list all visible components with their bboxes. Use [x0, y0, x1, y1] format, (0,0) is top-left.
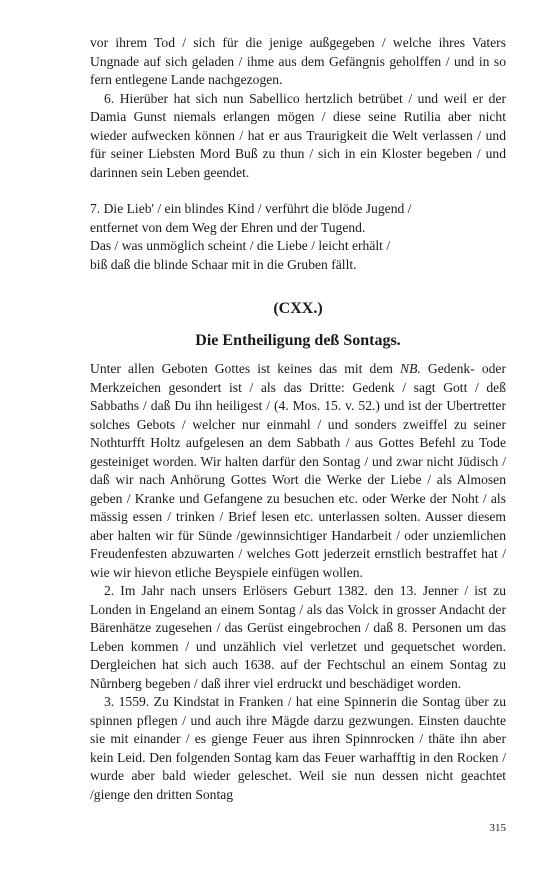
intro-paragraph-2: 6. Hierüber hat sich nun Sabellico hertzlich betrübet / und weil er der Damia Gunst niemals erlangen mögen / diese seine Rutilia aber nicht wieder aufwecken können / hat er aus Traurigkeit die Welt verlassen / und für seiner Liebsten Mord Buß zu thun / sich in ein Kloster begeben / und darinnen sein Leben geendet.	[90, 90, 506, 180]
body-paragraph-3: 3. 1559. Zu Kindstat in Franken / hat eine Spinnerin die Sontag über zu spinnen pflegen / und auch ihre Mägde darzu gezwungen. Einsten dauchte sie mit einander / es gienge Feuer aus ihren Spinnrocken / thäte ihn aber kein Leid. Den folgenden Sontag kam das Feuer warhafftig in den Rocken / wurde aber bald wieder geleschet. Weil sie nun dessen nicht geachtet /gienge den dritten Sontag	[90, 694, 506, 802]
page-number: 315	[489, 822, 506, 834]
page-content	[90, 34, 506, 804]
body-text: Gedenk- oder Merkzeichen gesondert ist / als das Dritte: Gedenk / sagt Gott / deß Sabbaths / daß Du ihn heiligest / (4. Mos. 15. v. 52.) und ist der Ubertretter solches Gebots / welcher nur einmahl / und sonders zweiffel zu seiner Nothturfft Holtz aufgelesen an dem Sabbath / aus Gottes Befehl zu Tode gesteiniget worden. Wir halten darfür den Sontag / und zwar nicht Jüdisch / daß wir nach Anhörung Gottes Wort die Werke der Liebe / als Almosen geben / Kranke und Gefangene zu besuchen etc. oder Werke der Noht / als mässig essen / trinken / Brief lesen etc. unterlassen solten. Ausser diesem aber halten wir für Sünde /gewinnsichtiger Handarbeit / oder unziemlichen Freudenfesten abzuwarten / welches Gott jederzeit ernstlich bestraffet hat / wie wir hievon etliche Beyspiele einfügen wollen.	[90, 361, 506, 580]
section-title: Die Entheiligung deß Sontags.	[195, 332, 401, 349]
verse-line: Das / was unmöglich scheint / die Liebe / leicht erhält /	[90, 238, 391, 253]
body-text: Unter allen Geboten Gottes ist keines das mit dem	[90, 361, 401, 376]
intro-paragraph-1: vor ihrem Tod / sich für die jenige außgegeben / welche ihres Vaters Ungnade auf sich geladen / ihme aus dem Gefängnis geholffen / und in so fern entlegene Lande nachgezogen.	[90, 35, 506, 87]
body-paragraph-2: 2. Im Jahr nach unsers Erlösers Geburt 1382. den 13. Jenner / ist zu Londen in Engeland an einem Sontag / als das Volck in grosser Andacht der Bärenhätze zugesehen / das Gerüst eingebrochen / daß 8. Personen um das Leben kommen / und unzählich viel verletzet und gequetschet worden. Dergleichen hat sich auch 1638. auf der Fechtschul an einem Sontag zu Nůrnberg begeben / daß ihrer viel erdruckt und beschädiget worden.	[90, 583, 506, 691]
nb-mark: NB.	[400, 361, 421, 376]
section-number: (CXX.)	[273, 300, 323, 317]
body-paragraph-1	[90, 360, 506, 582]
verse-line: entfernet von dem Weg der Ehren und der Tugend.	[90, 219, 366, 235]
verse-line: 7. Die Lieb' / ein blindes Kind / verführt die blöde Jugend /	[90, 201, 412, 216]
verse-block	[90, 200, 506, 274]
verse-line: biß daß die blinde Schaar mit in die Gruben fällt.	[90, 256, 357, 272]
